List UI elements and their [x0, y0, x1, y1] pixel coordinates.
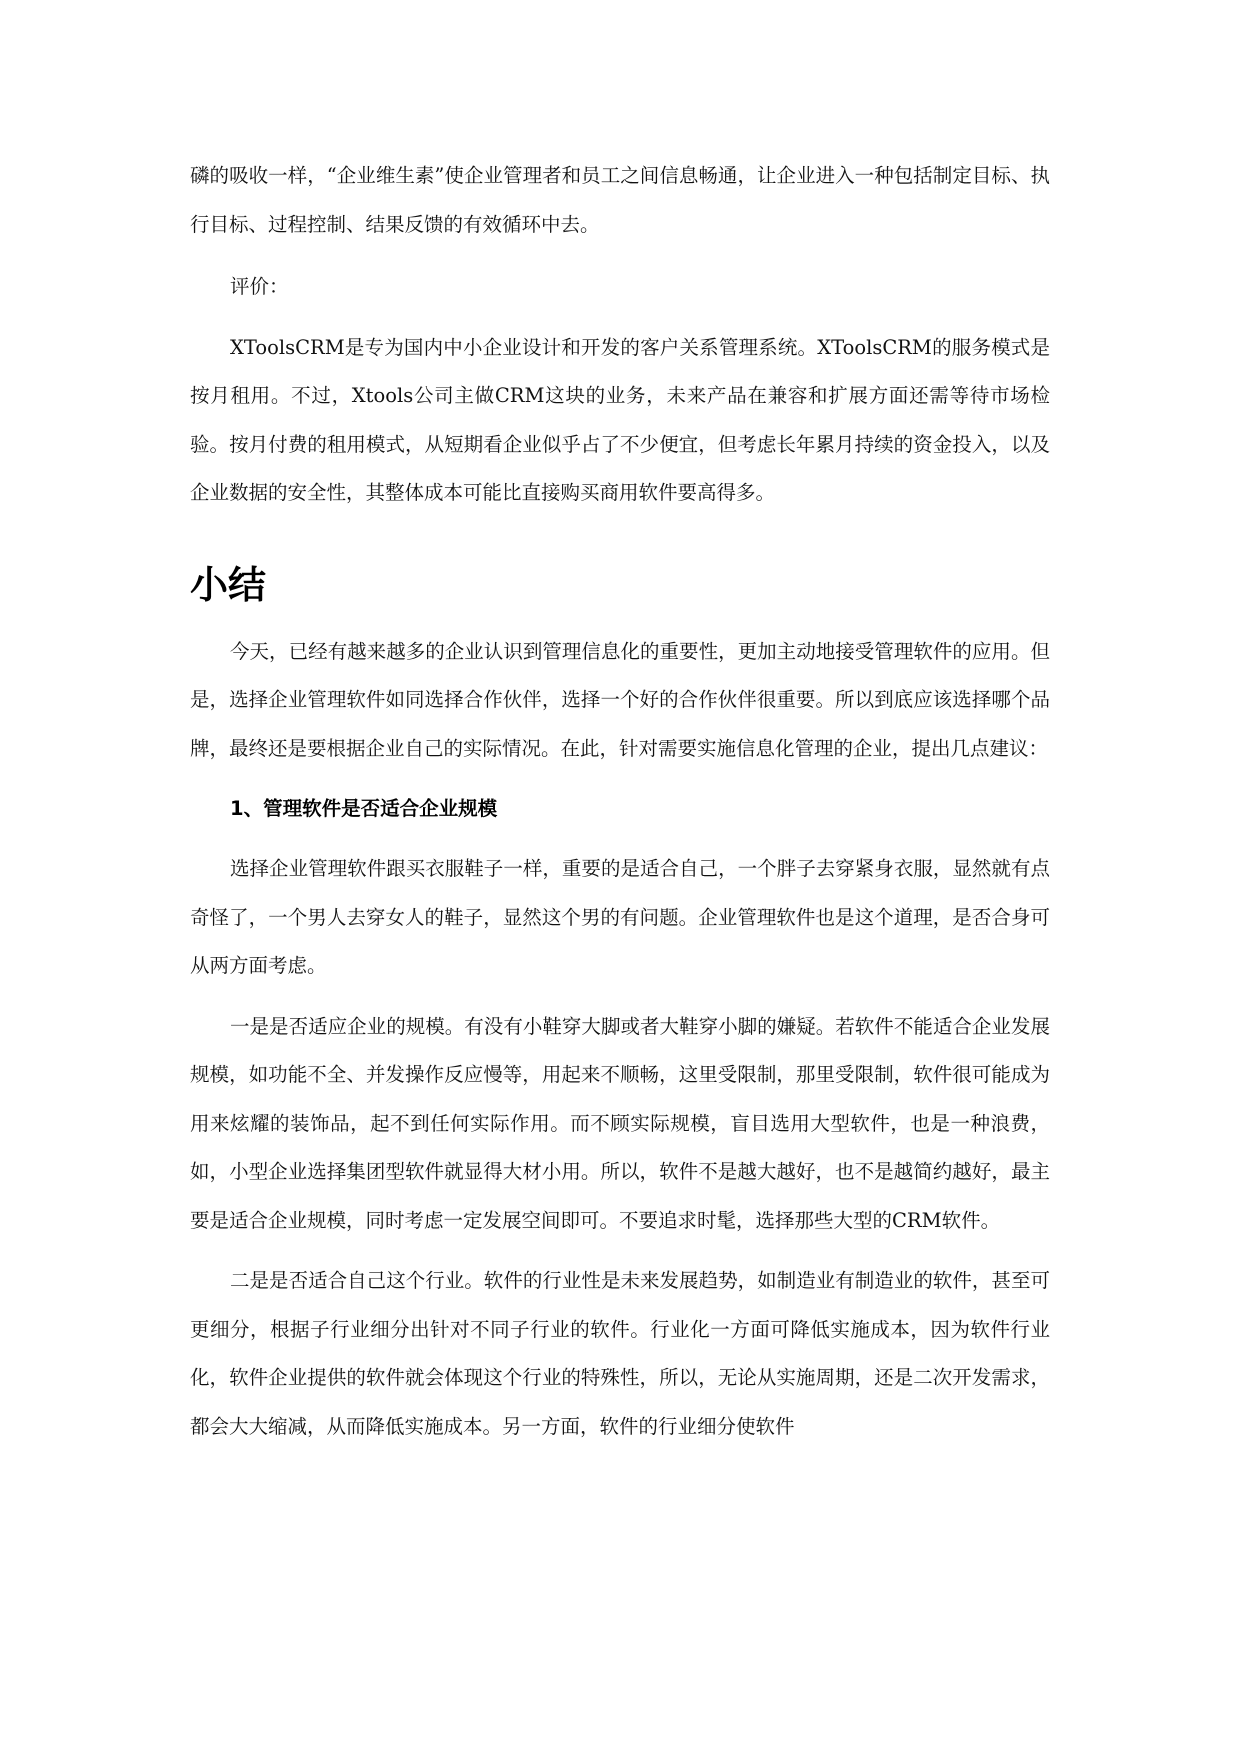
paragraph-fit-industry: 二是是否适合自己这个行业。软件的行业性是未来发展趋势，如制造业有制造业的软件，甚至可更细分，根据子行业细分出针对不同子行业的软件。行业化一方面可降低实施成本，因为软件行业化，软件企业提供的软件就会体现这个行业的特殊性，所以，无论从实施周期，还是二次开发需求，都会大大缩减，从而降低实施成本。另一方面，软件的行业细分使软件: [190, 1269, 1050, 1438]
paragraph-summary-intro: 今天，已经有越来越多的企业认识到管理信息化的重要性，更加主动地接受管理软件的应用。但是，选择企业管理软件如同选择合作伙伴，选择一个好的合作伙伴很重要。所以到底应该选择哪个品牌，最终还是要根据企业自己的实际情况。在此，针对需要实施信息化管理的企业，提出几点建议：: [190, 639, 1050, 760]
paragraph-choose-like-clothes: 选择企业管理软件跟买衣服鞋子一样，重要的是适合自己，一个胖子去穿紧身衣服，显然就有点奇怪了，一个男人去穿女人的鞋子，显然这个男的有问题。企业管理软件也是这个道理，是否合身可从两方面考虑。: [190, 857, 1050, 977]
paragraph-xtoolscrm-evaluation: XToolsCRM是专为国内中小企业设计和开发的客户关系管理系统。XToolsCRM的服务模式是按月租用。不过，Xtools公司主做CRM这块的业务，未来产品在兼容和扩展方面还需等待市场检验。按月付费的租用模式，从短期看企业似乎占了不少便宜，但考虑长年累月持续的资金投入，以及企业数据的安全性，其整体成本可能比直接购买商用软件要高得多。: [190, 335, 1050, 504]
document-body: [190, 152, 1050, 1451]
subheading-software-fit-scale: 1、管理软件是否适合企业规模: [230, 797, 498, 820]
paragraph-evaluation-label: 评价：: [230, 275, 289, 298]
paragraph-continuation: 磷的吸收一样，“企业维生素”使企业管理者和员工之间信息畅通，让企业进入一种包括制定目标、执行目标、过程控制、结果反馈的有效循环中去。: [190, 164, 1050, 236]
paragraph-fit-enterprise-scale: 一是是否适应企业的规模。有没有小鞋穿大脚或者大鞋穿小脚的嫌疑。若软件不能适合企业发展规模，如功能不全、并发操作反应慢等，用起来不顺畅，这里受限制，那里受限制，软件很可能成为用来炫耀的装饰品，起不到任何实际作用。而不顾实际规模，盲目选用大型软件，也是一种浪费，如，小型企业选择集团型软件就显得大材小用。所以，软件不是越大越好，也不是越简约越好，最主要是适合企业规模，同时考虑一定发展空间即可。不要追求时髦，选择那些大型的CRM软件。: [190, 1014, 1050, 1232]
section-heading-summary: 小结: [190, 562, 267, 607]
